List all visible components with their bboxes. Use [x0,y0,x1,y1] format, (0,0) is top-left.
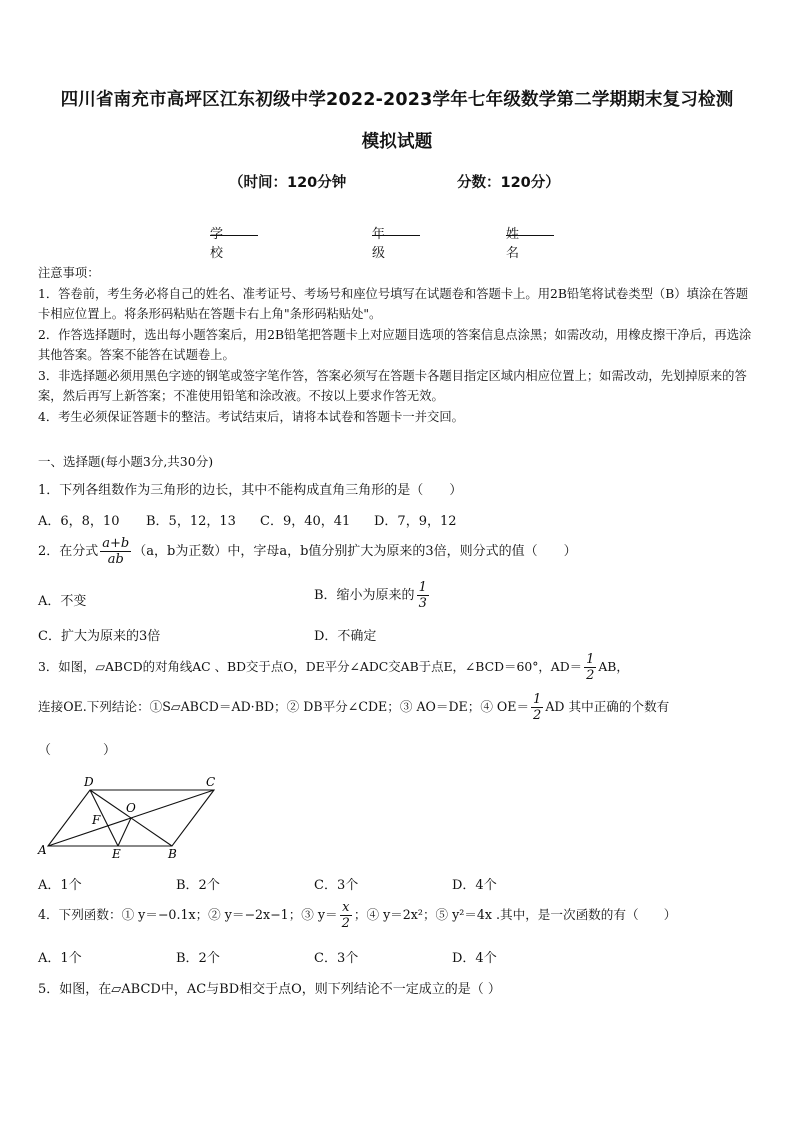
exam-title-line2: 模拟试题 [361,132,433,152]
q1-option-d[interactable]: D．7，9，12 [374,514,457,529]
grade-label: 年级 [372,227,386,261]
q4-stem-post: ；④ y＝2x²；⑤ y²＝4x .其中，是一次函数的有（ ） [353,907,677,922]
q2-option-c[interactable]: C．扩大为原来的3倍 [38,629,161,644]
q3-option-b[interactable]: B．2个 [176,878,220,893]
q3-line1-post: AB， [598,659,629,674]
q4-stem-pre: 4．下列函数：① y＝−0.1x；② y＝−2x−1；③ y＝ [38,907,338,922]
name-blank[interactable] [506,223,554,236]
q2-fraction [100,536,131,567]
q3-frac2-den: 2 [533,708,542,723]
question-3-line2 [38,692,669,723]
label-c: C [206,775,216,789]
q2-option-b[interactable] [314,580,431,611]
question-3-line1 [38,652,629,683]
q3-frac1-num: 1 [586,652,595,667]
label-b: B [168,847,177,861]
exam-score: 分数：120分） [457,175,560,191]
note-item: 1．答卷前，考生务必将自己的姓名、准考证号、考场号和座位号填写在试题卷和答题卡上。用2B铅笔将试卷类型（B）填涂在答题卡相应位置上。将条形码粘贴在答题卡右上角"条形码粘贴处"。 [38,286,749,321]
school-blank[interactable] [210,223,258,236]
q2-frac-num: a+b [102,536,130,551]
label-e: E [112,847,121,861]
exam-time: （时间：120分钟 [229,175,347,191]
label-f: F [92,813,101,827]
school-label: 学校 [210,227,224,261]
grade-blank[interactable] [372,223,420,236]
q1-option-b[interactable]: B．5，12，13 [146,514,236,529]
q4-option-b[interactable]: B．2个 [176,951,220,966]
q3-fraction-2 [531,692,543,723]
q4-option-a[interactable]: A．1个 [38,951,82,966]
q3-frac1-den: 2 [586,668,595,683]
exam-title-line1: 四川省南充市高坪区江东初级中学2022-2023学年七年级数学第二学期期末复习检测 [60,90,734,110]
question-4-stem [38,900,676,931]
label-d: D [84,775,94,789]
question-1-stem: 1．下列各组数作为三角形的边长，其中不能构成直角三角形的是（ ） [38,483,463,498]
q3-option-a[interactable]: A．1个 [38,878,82,893]
q2b-frac-den: 3 [418,596,427,611]
q4-fraction [340,900,352,931]
q2-frac-den: ab [107,552,124,567]
q2b-frac-num: 1 [418,580,427,595]
note-item: 4．考生必须保证答题卡的整洁。考试结束后，请将本试卷和答题卡一并交回。 [38,409,464,424]
q4-option-c[interactable]: C．3个 [314,951,359,966]
q4-option-d[interactable]: D．4个 [452,951,497,966]
q4-frac-num: x [340,900,352,916]
q2-stem-post: （a，b为正数）中，字母a，b值分别扩大为原来的3倍，则分式的值（ ） [133,544,577,559]
question-3-line3: （ ） [38,743,117,758]
notes-block [38,263,760,427]
q2-option-b-text: B．缩小为原来的 [314,588,415,603]
name-label: 姓名 [506,227,520,261]
question-2-stem [38,536,577,567]
q1-option-c[interactable]: C．9，40，41 [260,514,351,529]
q3-option-d[interactable]: D．4个 [452,878,497,893]
q3-option-c[interactable]: C．3个 [314,878,359,893]
q3-line1-pre: 3．如图，▱ABCD的对角线AC 、BD交于点O，DE平分∠ADC交AB于点E，∠BCD＝60°，AD＝ [38,659,583,674]
q3-frac2-num: 1 [533,692,542,707]
label-o: O [126,801,136,815]
q2-stem-pre: 2．在分式 [38,544,99,559]
q2-option-a[interactable]: A．不变 [38,594,87,609]
note-item: 2．作答选择题时，选出每小题答案后，用2B铅笔把答题卡上对应题目选项的答案信息点涂黑；如需改动，用橡皮擦干净后，再选涂其他答案。答案不能答在试题卷上。 [38,327,752,362]
q1-option-a[interactable]: A．6，8，10 [38,514,120,529]
parallelogram-figure [36,772,226,862]
notes-heading: 注意事项： [38,266,100,280]
q3-fraction-1 [584,652,596,683]
q3-line2-post: AD 其中正确的个数有 [545,699,670,714]
q2-option-d[interactable]: D．不确定 [314,629,377,644]
q2-option-b-fraction [417,580,429,611]
question-5-stem: 5．如图，在▱ABCD中，AC与BD相交于点O，则下列结论不一定成立的是（ ） [38,982,501,997]
note-item: 3．非选择题必须用黑色字迹的钢笔或签字笔作答，答案必须写在答题卡各题目指定区域内相应位置上；如需改动，先划掉原来的答案，然后再写上新答案；不准使用铅笔和涂改液。不按以上要求作答无效。 [38,368,747,403]
label-a: A [38,843,47,857]
q3-line2-pre: 连接OE.下列结论：①S▱ABCD＝AD·BD；② DB平分∠CDE；③ AO＝DE；④ OE＝ [38,699,530,714]
q4-frac-den: 2 [341,916,350,931]
section-heading: 一、选择题(每小题3分,共30分) [38,454,214,469]
